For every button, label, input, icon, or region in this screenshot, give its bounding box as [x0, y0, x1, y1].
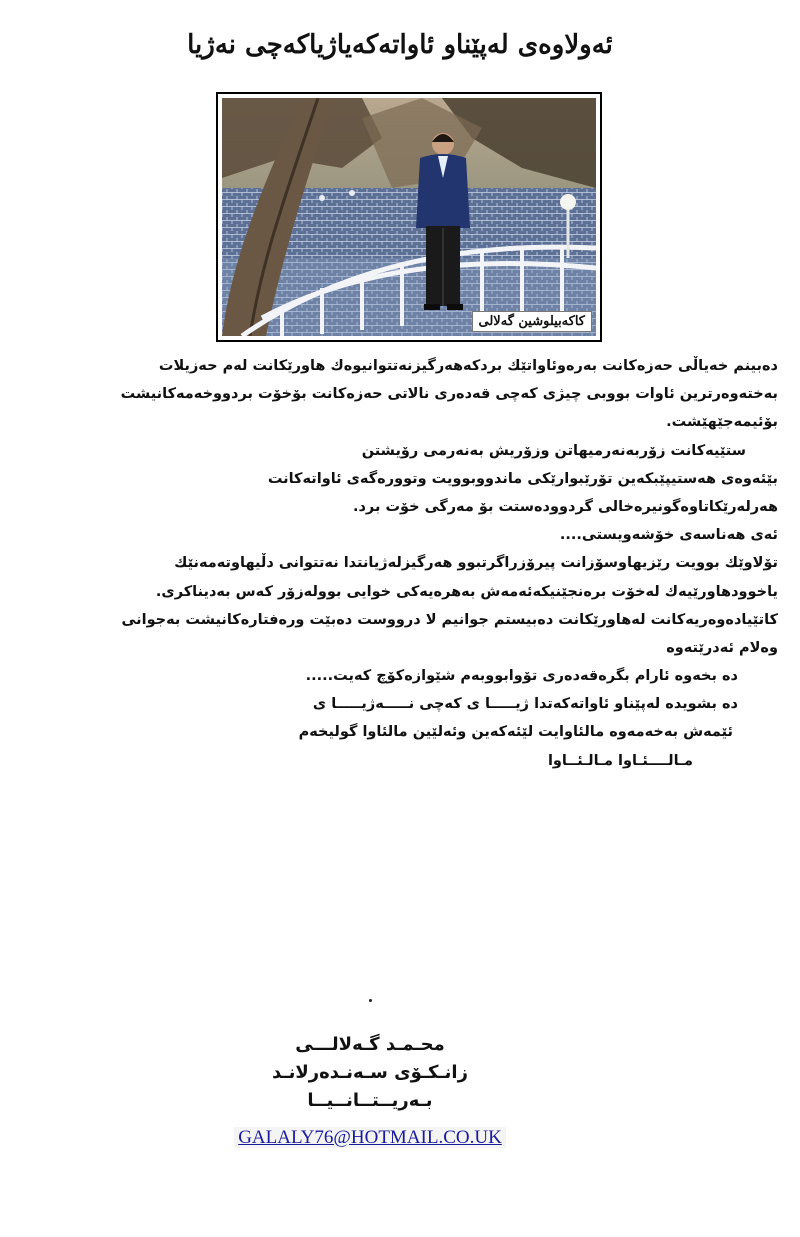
poem-line: بۆئیمەجێهێشت. [666, 414, 778, 431]
poem-text [18, 352, 778, 775]
photo-image [222, 98, 596, 336]
poem-line: دە بشویدە لەپێناو ئاواتەکەتدا ژیـــــا ی کەچی نـــــەژیـــــا ی [312, 696, 738, 713]
author-name: محـمـد گـەلالـــی [295, 1034, 445, 1055]
email-container [0, 1127, 740, 1149]
poem-line: یاخوودهاورێیەك لەخۆت برەنجێنیکەئەمەش بەهرەیەکی خوایی بوولەزۆر کەس بەدیناکری. [155, 583, 778, 600]
photo-caption: کاکەبیلوشین گەلالی [472, 311, 592, 332]
poem-line: ئێمەش بەخەمەوە مالئاوایت لێئەکەین وئەلێین مالئاوا گولیخەم [298, 724, 733, 741]
email-link[interactable]: GALALY76@HOTMAIL.CO.UK [234, 1127, 506, 1148]
poem-line: دە بخەوە ئارام بگرەقەدەری تۆوابووبەم شێوازەکۆچ کەیت..... [305, 668, 738, 685]
poem-line: ئەی هەناسەی خۆشەویستی.... [559, 527, 778, 544]
poem-line: بێئەوەی هەستیپێبکەین تۆرێبوارێکی ماندووبوویت وتوورەگەی ئاواتەکانت [267, 470, 778, 487]
poem-line: بەختەوەرترین ئاوات بووبی چیژی کەچی قەدەری نالاتی حەزەکانت بۆخۆت بردووخەمەکانیشت [120, 386, 778, 403]
author-university: زانـکـۆی سـەنـدەرلانـد [272, 1062, 468, 1083]
poem-line: مـالــــئـاوا مـالـئــاوا [547, 752, 693, 769]
poem-line: هەرلەرێکاتاوەگونیرەخالی گردوودەستت بۆ مەرگی خۆت برد. [352, 498, 778, 515]
author-country: بـەریــتــانــیــا [307, 1090, 433, 1111]
poem-line: تۆلاوێك بوویت رێزیهاوسۆزانت پیرۆزراگرتبوو هەرگیزلەژیانتدا نەتتوانی دڵیهاوتەمەنێك [174, 555, 778, 572]
page-title: ئەولاوەی لەپێناو ئاواتەکەیاژیاکەچی نەژیا [187, 30, 613, 60]
poem-line: کاتێیادەوەریەکانت لەهاورێکانت دەبیستم جوانیم لا درووست دەبێت ورەفتارەکانیشت بەجوانی [121, 611, 778, 628]
poem-line: وەلام ئەدرێتەوە [666, 639, 778, 656]
poem-line: دەبینم خەیاڵی حەزەکانت بەرەوئاواتێك بردکەهەرگیزنەتتوانیوەك هاورێکانت لەم حەزیلات [158, 358, 778, 374]
signature-block [0, 1031, 740, 1115]
portrait-photo [216, 92, 602, 342]
poem-line: ستێیەکانت زۆربەنەرمیهاتن وزۆریش بەنەرمی رۆیشتن [361, 442, 746, 459]
separator-dot [369, 999, 372, 1002]
